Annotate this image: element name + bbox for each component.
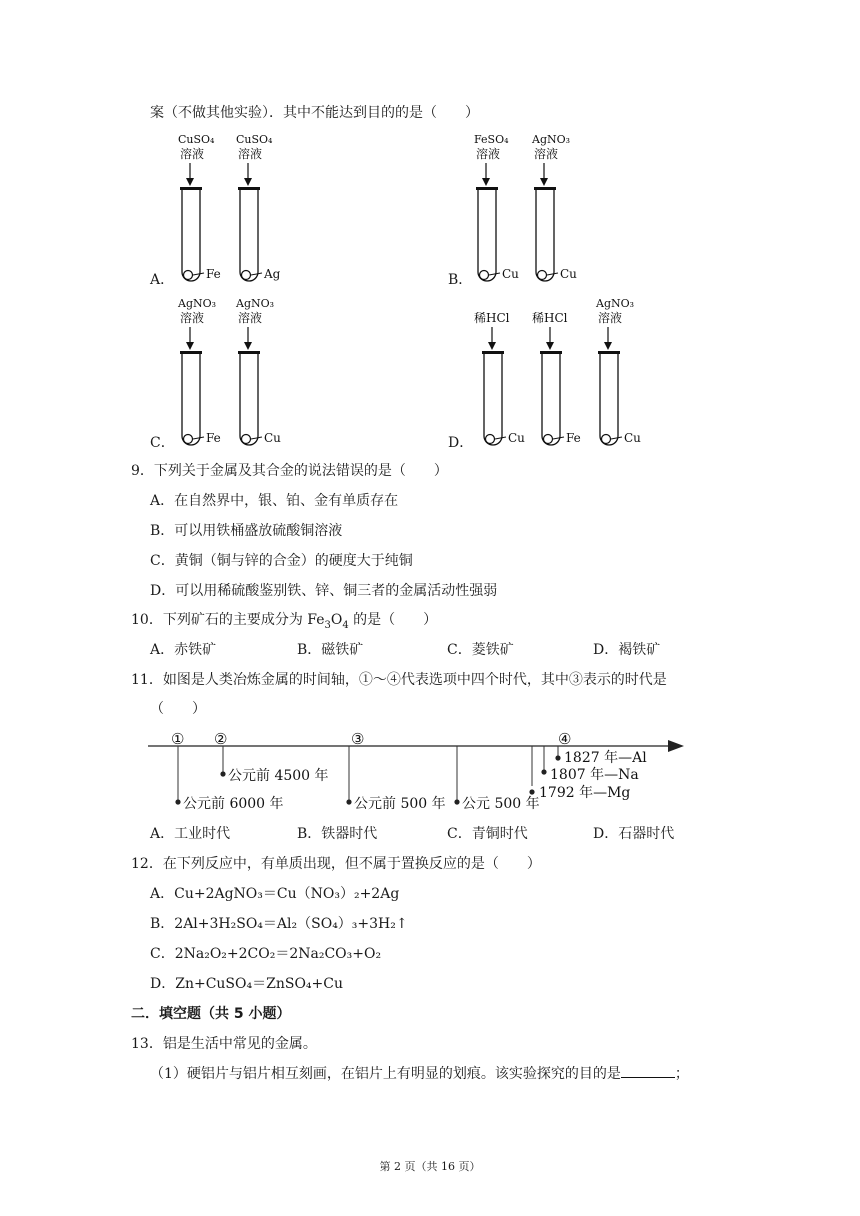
q12-option-b: B．2Al+3H₂SO₄＝Al₂（SO₄）₃+3H₂↑ [150, 916, 408, 932]
q12-option-a: A．Cu+2AgNO₃＝Cu（NO₃）₂+2Ag [150, 886, 400, 902]
reagent-label: 溶液 [534, 147, 559, 161]
q11-stem: 11．如图是人类冶炼金属的时间轴，①～④代表选项中四个时代，其中③表示的时代是 [131, 672, 667, 688]
test-tube [474, 133, 519, 281]
section-title: 二．填空题（共 5 小题） [131, 1006, 291, 1022]
answer-blank[interactable] [621, 1065, 675, 1078]
q10-option-a: A．赤铁矿 [150, 642, 217, 658]
reagent-label: 溶液 [598, 311, 623, 325]
reagent-label: 稀HCl [474, 311, 510, 325]
test-tube [235, 297, 281, 445]
q11-stem-paren: （ ） [150, 701, 206, 717]
reagent-label: 溶液 [238, 147, 263, 161]
metal-label: Fe [566, 431, 581, 445]
q9-stem: 9．下列关于金属及其合金的说法错误的是（ ） [131, 463, 448, 479]
event-label: 公元前 6000 年 [183, 796, 284, 812]
reagent-label: AgNO₃ [178, 297, 217, 310]
q10-option-d: D．褐铁矿 [593, 642, 661, 658]
q11-option-d: D．石器时代 [593, 826, 675, 842]
metal-timeline-figure [146, 722, 692, 822]
test-tube [532, 310, 581, 445]
q11-option-b: B．铁器时代 [297, 826, 378, 842]
test-tube [595, 297, 641, 445]
event-label: 公元 500 年 [462, 796, 540, 812]
q13-part1: （1）硬铝片与铝片相互刻画，在铝片上有明显的划痕。该实验探究的目的是 ； [150, 1066, 689, 1082]
era-marker-3: ③ [351, 730, 365, 748]
page-number: 第 2 页（共 16 页） [379, 1160, 481, 1173]
reagent-label: 稀HCl [532, 311, 568, 325]
metal-label: Cu [624, 431, 641, 445]
metal-label: Fe [206, 431, 221, 445]
test-tube [177, 297, 221, 445]
era-marker-1: ① [171, 730, 185, 748]
q12-option-d: D．Zn+CuSO₄＝ZnSO₄+Cu [150, 976, 343, 992]
era-marker-2: ② [214, 730, 228, 748]
test-tube [236, 133, 281, 281]
metal-label: Cu [502, 267, 519, 281]
reagent-label: AgNO₃ [236, 297, 275, 310]
era-marker-4: ④ [558, 730, 572, 748]
reagent-label: 溶液 [476, 147, 501, 161]
q11-option-c: C．青铜时代 [447, 826, 528, 842]
q8-option-a-label: A． [150, 272, 175, 288]
reagent-label: CuSO₄ [178, 133, 215, 146]
q9-option-c: C．黄铜（铜与锌的合金）的硬度大于纯铜 [150, 553, 413, 569]
q8-option-b-label: B． [448, 272, 473, 288]
q10-option-b: B．磁铁矿 [297, 642, 364, 658]
test-tube [178, 133, 221, 281]
reagent-label: CuSO₄ [236, 133, 273, 146]
q10-option-c: C．菱铁矿 [447, 642, 514, 658]
metal-label: Cu [560, 267, 577, 281]
q8-figure-d [472, 292, 652, 452]
reagent-label: 溶液 [238, 311, 263, 325]
q13-stem: 13．铝是生活中常见的金属。 [131, 1036, 317, 1052]
event-label: 公元前 4500 年 [228, 768, 329, 784]
q9-option-a: A．在自然界中，银、铂、金有单质存在 [150, 493, 399, 509]
q8-stem-tail: 案（不做其他实验）．其中不能达到目的的是（ ） [150, 105, 479, 121]
reagent-label: 溶液 [180, 147, 205, 161]
timeline-arrow-icon [668, 740, 684, 752]
q8-figure-c [170, 292, 300, 452]
q8-option-c-label: C． [150, 435, 175, 451]
reagent-label: FeSO₄ [474, 133, 509, 146]
metal-label: Ag [264, 267, 281, 281]
test-tube [531, 133, 577, 281]
q8-option-d-label: D． [448, 435, 474, 451]
event-label: 1807 年—Na [550, 767, 639, 783]
q11-option-a: A．工业时代 [150, 826, 231, 842]
reagent-label: AgNO₃ [596, 297, 635, 310]
q9-option-b: B．可以用铁桶盛放硫酸铜溶液 [150, 523, 343, 539]
reagent-label: AgNO₃ [532, 133, 571, 146]
q12-option-c: C．2Na₂O₂+2CO₂＝2Na₂CO₃+O₂ [150, 946, 382, 962]
q12-stem: 12．在下列反应中，有单质出现，但不属于置换反应的是（ ） [131, 856, 541, 872]
event-label: 1827 年—Al [564, 750, 647, 766]
q8-figure-b [466, 128, 596, 288]
event-label: 公元前 500 年 [354, 796, 446, 812]
event-label: 1792 年—Mg [539, 785, 631, 801]
metal-label: Cu [264, 431, 281, 445]
q9-option-d: D．可以用稀硫酸鉴别铁、锌、铜三者的金属活动性强弱 [150, 583, 498, 599]
reagent-label: 溶液 [180, 311, 205, 325]
test-tube [474, 310, 525, 445]
q8-figure-a [170, 128, 300, 288]
q10-stem: 10．下列矿石的主要成分为 $Fe_3O_4$ 的是（ ） [131, 612, 438, 631]
metal-label: Cu [508, 431, 525, 445]
metal-label: Fe [206, 267, 221, 281]
